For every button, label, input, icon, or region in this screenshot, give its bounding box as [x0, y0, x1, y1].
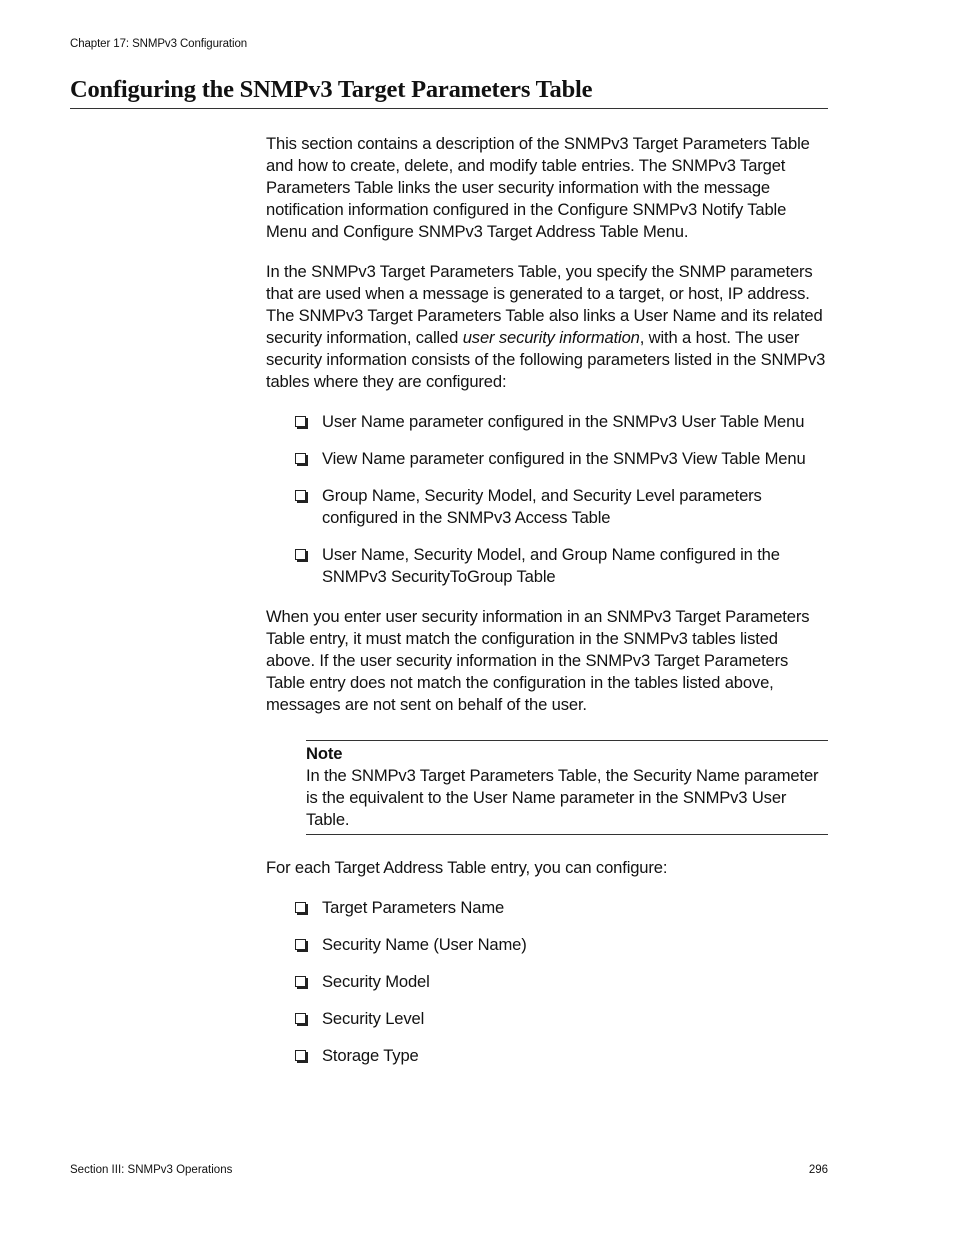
list-item — [266, 971, 828, 993]
checkbox-bullet-icon — [295, 902, 306, 913]
list-item — [266, 1008, 828, 1030]
list-item — [266, 544, 828, 588]
list-item-text: View Name parameter configured in the SNMPv3 View Table Menu — [322, 449, 806, 468]
paragraph-text-start: In the SNMPv3 Target Parameters Table, you specify the SNMP parameters that are used when a message is generated to a target, or host, IP address. The SNMPv3 Target Parameters Table also links a User Name and its related security information, called — [266, 262, 823, 347]
configurable-fields-list — [266, 897, 828, 1067]
emphasis-term: user security information — [462, 328, 640, 347]
checkbox-bullet-icon — [295, 453, 306, 464]
checkbox-bullet-icon — [295, 1013, 306, 1024]
checkbox-bullet-icon — [295, 939, 306, 950]
intro-paragraph: This section contains a description of the SNMPv3 Target Parameters Table and how to create, delete, and modify table entries. The SNMPv3 Target Parameters Table links the user security information with the message notification information configured in the Configure SNMPv3 Notify Table Menu and Configure SNMPv3 Target Address Table Menu. — [266, 134, 810, 241]
checkbox-bullet-icon — [295, 1050, 306, 1061]
list-item-text: Security Name (User Name) — [322, 935, 527, 954]
list-item — [266, 411, 828, 433]
list-item-text: Target Parameters Name — [322, 898, 505, 917]
paragraph-text-end: , with a host. The user security information consists of the following parameters listed in the SNMPv3 tables where they are configured: — [266, 328, 826, 391]
list-item-text: Security Model — [322, 972, 430, 991]
list-item — [266, 1045, 828, 1067]
list-item — [266, 485, 828, 529]
section-title: Configuring the SNMPv3 Target Parameters Table — [70, 76, 828, 109]
checkbox-bullet-icon — [295, 490, 306, 501]
running-footer-section: Section III: SNMPv3 Operations — [70, 1164, 233, 1176]
configure-intro-paragraph: For each Target Address Table entry, you can configure: — [266, 858, 668, 877]
checkbox-bullet-icon — [295, 416, 306, 427]
list-item — [266, 897, 828, 919]
list-item-text: User Name, Security Model, and Group Name configured in the SNMPv3 SecurityToGroup Table — [322, 545, 780, 586]
security-parameters-list — [266, 411, 828, 588]
running-header: Chapter 17: SNMPv3 Configuration — [70, 38, 248, 50]
list-item-text: Group Name, Security Model, and Security Level parameters configured in the SNMPv3 Access Table — [322, 486, 762, 527]
list-item — [266, 448, 828, 470]
note-title: Note — [306, 744, 343, 763]
checkbox-bullet-icon — [295, 549, 306, 560]
list-item — [266, 934, 828, 956]
checkbox-bullet-icon — [295, 976, 306, 987]
security-info-paragraph — [266, 261, 828, 393]
match-requirement-paragraph: When you enter user security information in an SNMPv3 Target Parameters Table entry, it must match the configuration in the SNMPv3 tables listed above. If the user security information in the SNMPv3 Target Parameters Table entry does not match the configuration in the tables listed above, messages are not sent on behalf of the user. — [266, 607, 810, 714]
body-content — [266, 133, 828, 1085]
note-box — [306, 740, 828, 835]
page-number: 296 — [808, 1164, 828, 1176]
list-item-text: Security Level — [322, 1009, 425, 1028]
note-text: In the SNMPv3 Target Parameters Table, the Security Name parameter is the equivalent to the User Name parameter in the SNMPv3 User Table. — [306, 766, 819, 829]
list-item-text: User Name parameter configured in the SNMPv3 User Table Menu — [322, 412, 805, 431]
list-item-text: Storage Type — [322, 1046, 419, 1065]
